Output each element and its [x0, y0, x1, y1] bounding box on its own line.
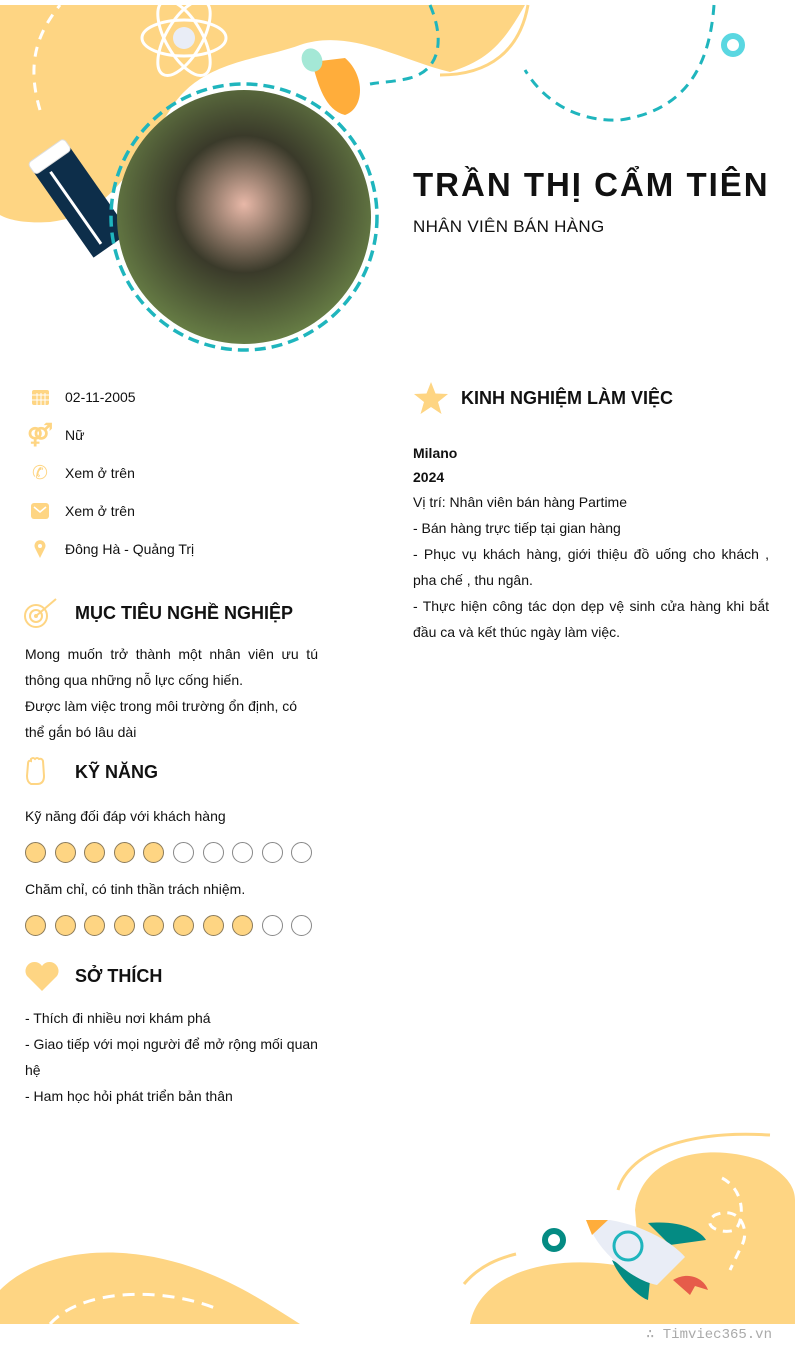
rating-dot-filled [114, 915, 135, 936]
info-birthdate: 02-11-2005 [28, 385, 136, 409]
target-icon [24, 597, 60, 629]
rating-dot-filled [203, 915, 224, 936]
heart-icon [24, 960, 60, 992]
location-icon [28, 537, 52, 561]
rating-dot-filled [55, 915, 76, 936]
rating-dot-empty [291, 915, 312, 936]
rating-dot-filled [84, 915, 105, 936]
rating-dot-filled [232, 915, 253, 936]
objective-text: Mong muốn trở thành một nhân viên ưu tú thông qua những nỗ lực cống hiến. Được làm việc trong môi trường ổn định, có thể gắn bó lâu dài [25, 646, 318, 740]
rating-dot-empty [173, 842, 194, 863]
hobbies-heading: SỞ THÍCH [24, 960, 162, 992]
rating-dot-filled [143, 842, 164, 863]
lightbulb-icon [298, 45, 360, 115]
info-gender: ⚤ Nữ [27, 422, 85, 447]
profile-photo [117, 90, 371, 344]
gender-icon: ⚤ [27, 422, 53, 447]
phone-icon: ✆ [32, 462, 48, 484]
rating-dot-filled [143, 915, 164, 936]
hobbies-list: - Thích đi nhiều nơi khám phá - Giao tiếp với mọi người để mở rộng mối quan hệ - Ham học hỏi phát triển bản thân [25, 1010, 318, 1104]
info-email: Xem ở trên [28, 499, 135, 523]
experience-heading: KINH NGHIỆM LÀM VIỆC [413, 381, 673, 415]
objective-heading: MỤC TIÊU NGHỀ NGHIỆP [24, 597, 293, 629]
rating-dot-empty [291, 842, 312, 863]
rating-dot-empty [203, 842, 224, 863]
star-icon [413, 381, 449, 415]
skill-name: Kỹ năng đối đáp với khách hàng [25, 808, 226, 824]
rating-dot-empty [262, 915, 283, 936]
skill-name: Chăm chỉ, có tinh thần trách nhiệm. [25, 881, 246, 897]
calendar-icon [28, 385, 52, 409]
skills-heading: KỸ NĂNG [24, 756, 158, 788]
rating-dot-filled [173, 915, 194, 936]
info-address: Đông Hà - Quảng Trị [28, 537, 194, 561]
watermark: ∴ Timviec365.vn [645, 1327, 772, 1343]
rating-dot-filled [84, 842, 105, 863]
footer-decoration [0, 1120, 800, 1325]
experience-item: Milano 2024 Vị trí: Nhân viên bán hàng Partime - Bán hàng trực tiếp tại gian hàng - Phục vụ khách hàng, giới thiệu đồ uống cho khách , pha chế , thu ngân. - Thực hiện công tác dọn dẹp vệ sinh cửa hàng khi bắt đầu ca và kết thúc ngày làm việc. [413, 445, 769, 640]
rating-dot-filled [114, 842, 135, 863]
rating-dot-empty [262, 842, 283, 863]
hand-icon [24, 756, 60, 788]
skill-rating [25, 842, 312, 863]
candidate-name: TRẦN THỊ CẨM TIÊN [413, 166, 770, 203]
job-title: NHÂN VIÊN BÁN HÀNG [413, 217, 605, 236]
rating-dot-filled [25, 915, 46, 936]
rating-dot-filled [25, 842, 46, 863]
skill-rating [25, 915, 312, 936]
rating-dot-empty [232, 842, 253, 863]
rating-dot-filled [55, 842, 76, 863]
info-phone: ✆ Xem ở trên [28, 461, 135, 485]
email-icon [28, 499, 52, 523]
